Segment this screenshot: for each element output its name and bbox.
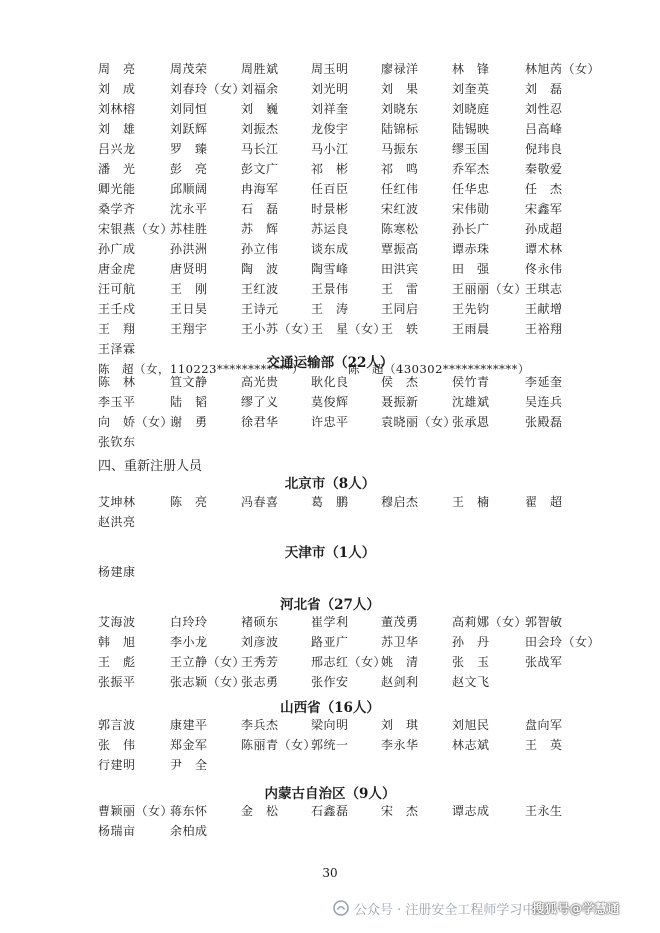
person-name: 许忠平: [311, 415, 349, 429]
person-name: 张 玉: [452, 655, 490, 669]
person-name: 谢 勇: [170, 415, 208, 429]
person-name: 孙长广: [452, 222, 490, 236]
person-name: 王同启: [381, 302, 419, 316]
person-name: 张殿磊: [525, 415, 563, 429]
person-name: 向 娇（女）: [98, 415, 174, 429]
person-name: 张战军: [525, 655, 563, 669]
person-name: 乔军杰: [452, 162, 490, 176]
person-name: 张志颖（女）: [170, 675, 246, 689]
person-name: 聂振新: [381, 395, 419, 409]
person-name: 佟永伟: [525, 262, 563, 276]
person-name: 刘晓庭: [452, 102, 490, 116]
person-name: 翟 超: [525, 495, 563, 509]
person-name: 彭 亮: [170, 162, 208, 176]
person-name: 王 涛: [311, 302, 349, 316]
person-name: 周胜斌: [241, 62, 279, 76]
name-row: [98, 79, 598, 99]
person-name: 王日昊: [170, 302, 208, 316]
person-name: 潘 光: [98, 162, 136, 176]
person-name: 宋鑫军: [525, 202, 563, 216]
section-heading-transport: 交通运输部（22人）: [266, 355, 394, 371]
name-list-continued: [98, 59, 601, 379]
person-name: 郭统一: [311, 738, 349, 752]
person-name: 王壬戍: [98, 302, 136, 316]
section-heading-tianjin: 天津市（1人）: [284, 545, 376, 561]
name-row: [98, 512, 598, 532]
person-name: 行建明: [98, 758, 136, 772]
person-name: 王裕翔: [525, 322, 563, 336]
person-name: 孙 丹: [452, 635, 490, 649]
person-name: 王 星（女）: [311, 322, 387, 336]
person-name: 孙立伟: [241, 242, 279, 256]
name-row: [98, 735, 598, 755]
name-list-shanxi: [98, 715, 598, 775]
person-name: 王献增: [525, 302, 563, 316]
person-name: 罗 臻: [170, 142, 208, 156]
name-row: [98, 372, 598, 392]
person-name: 笪文静: [170, 375, 208, 389]
name-list-beijing: [98, 492, 598, 532]
person-name: 缪玉国: [452, 142, 490, 156]
name-row: [98, 239, 598, 259]
name-row: [98, 492, 598, 512]
person-name: 刘性忍: [525, 102, 563, 116]
person-name: 苏运良: [311, 222, 349, 236]
person-name: 路亚广: [311, 635, 349, 649]
person-name: 王 彪: [98, 655, 136, 669]
person-name: 冯春喜: [241, 495, 279, 509]
person-name: 王泽霖: [98, 342, 136, 356]
person-name: 李永华: [381, 738, 419, 752]
person-name: 石鑫磊: [311, 804, 349, 818]
name-row: [98, 99, 598, 119]
person-name: 覃振高: [381, 242, 419, 256]
section-heading-neimenggu: 内蒙古自治区（9人）: [264, 786, 396, 802]
name-list-neimenggu: [98, 801, 598, 841]
name-list-tianjin: [98, 562, 598, 582]
person-name: 任红伟: [381, 182, 419, 196]
person-name: 张振平: [98, 675, 136, 689]
person-name: 林旭芮（女）: [525, 62, 601, 76]
person-name: 艾坤林: [98, 495, 136, 509]
person-name: 崔学利: [311, 615, 349, 629]
name-row: [98, 672, 598, 692]
person-name: 桑学齐: [98, 202, 136, 216]
person-name: 周玉明: [311, 62, 349, 76]
person-name: 龙俊宇: [311, 122, 349, 136]
person-name: 马长江: [241, 142, 279, 156]
person-name: 刘林榕: [98, 102, 136, 116]
person-name: 吕兴龙: [98, 142, 136, 156]
person-name: 曹颖丽（女）: [98, 804, 174, 818]
person-name: 谭志成: [452, 804, 490, 818]
person-name: 谭赤珠: [452, 242, 490, 256]
wechat-official-account-icon: [333, 900, 349, 916]
person-name: 王 轶: [381, 322, 419, 336]
person-name: 马振东: [381, 142, 419, 156]
person-name: 赵文飞: [452, 675, 490, 689]
person-name: 袁晓丽（女）: [381, 415, 457, 429]
person-name: 任华忠: [452, 182, 490, 196]
person-name: 缪了义: [241, 395, 279, 409]
person-name: 祁 彬: [311, 162, 349, 176]
name-row: [98, 139, 598, 159]
person-name: 金 松: [241, 804, 279, 818]
person-name: 李玉平: [98, 395, 136, 409]
person-name: 时景彬: [311, 202, 349, 216]
person-name: 刘 磊: [525, 82, 563, 96]
person-name: 陶雪峰: [311, 262, 349, 276]
person-name: 廖禄洋: [381, 62, 419, 76]
name-row: [98, 801, 598, 821]
person-name: 郭言波: [98, 718, 136, 732]
person-name: 祁 鸣: [381, 162, 419, 176]
name-row: [98, 259, 598, 279]
person-name: 刘振杰: [241, 122, 279, 136]
watermark-brand: 搜狐号@学慧通: [532, 901, 620, 916]
person-name: 郭智敏: [525, 615, 563, 629]
person-name: 刘奎英: [452, 82, 490, 96]
person-name: 李延奎: [525, 375, 563, 389]
name-list-hebei: [98, 612, 601, 692]
person-name: 侯 杰: [381, 375, 419, 389]
person-name: 王丽丽（女）: [452, 282, 528, 296]
name-row: [98, 612, 598, 632]
name-row: [98, 412, 598, 432]
name-row: [98, 119, 598, 139]
person-name: 梁向明: [311, 718, 349, 732]
name-row: [98, 755, 598, 775]
name-row: [98, 319, 598, 339]
person-name: 苏卫华: [381, 635, 419, 649]
person-name: 刘同恒: [170, 102, 208, 116]
person-name: 王翔宇: [170, 322, 208, 336]
name-row: [98, 59, 601, 79]
person-name: 王琪志: [525, 282, 563, 296]
name-row: [98, 392, 598, 412]
person-name: 杨瑞亩: [98, 824, 136, 838]
person-name: 陈寒松: [381, 222, 419, 236]
name-list-transport: [98, 372, 598, 452]
person-name: 林志斌: [452, 738, 490, 752]
sohu-watermark: [532, 897, 620, 919]
person-name: 姚 清: [381, 655, 419, 669]
name-row: [98, 432, 598, 452]
person-name: 唐贤明: [170, 262, 208, 276]
person-name: 白玲玲: [170, 615, 208, 629]
person-name: 王 英: [525, 738, 563, 752]
person-name: 张 伟: [98, 738, 136, 752]
person-name: 卿光能: [98, 182, 136, 196]
person-name: 刘跃辉: [170, 122, 208, 136]
person-name: 沈雄斌: [452, 395, 490, 409]
person-name: 陈 林: [98, 375, 136, 389]
person-name: 周 亮: [98, 62, 136, 76]
person-name: 任 杰: [525, 182, 563, 196]
person-name: 邢志红（女）: [311, 655, 387, 669]
person-name: 侯竹青: [452, 375, 490, 389]
person-name: 蒋东怀: [170, 804, 208, 818]
person-name: 高光贵: [241, 375, 279, 389]
section-heading-shanxi: 山西省（16人）: [280, 700, 380, 716]
person-name: 宋银燕（女）: [98, 222, 174, 236]
person-name: 刘 果: [381, 82, 419, 96]
name-row: [98, 715, 598, 735]
person-name: 沈永平: [170, 202, 208, 216]
person-name: 韩 旭: [98, 635, 136, 649]
name-row: [98, 219, 598, 239]
person-name: 刘祥奎: [311, 102, 349, 116]
person-name: 徐君华: [241, 415, 279, 429]
person-name: 谈东成: [311, 242, 349, 256]
person-name: 倪玮良: [525, 142, 563, 156]
name-row: [98, 821, 598, 841]
person-name: 艾海波: [98, 615, 136, 629]
person-name: 张承恩: [452, 415, 490, 429]
person-name: 张钦东: [98, 435, 136, 449]
person-name: 高莉娜（女）: [452, 615, 528, 629]
person-name: 陆锦标: [381, 122, 419, 136]
person-name: 孙广成: [98, 242, 136, 256]
person-name: 葛 鹏: [311, 495, 349, 509]
person-name: 刘晓东: [381, 102, 419, 116]
person-name: 宋 杰: [381, 804, 419, 818]
person-name: 李兵杰: [241, 718, 279, 732]
person-name: 刘春玲（女）: [170, 82, 246, 96]
wechat-watermark: [333, 897, 548, 919]
person-name: 汪可航: [98, 282, 136, 296]
person-name: 张作安: [311, 675, 349, 689]
person-name: 陈 亮: [170, 495, 208, 509]
person-name: 邱顺阔: [170, 182, 208, 196]
person-name: 吕高峰: [525, 122, 563, 136]
id-entry: 陈 超（女，110223************）: [98, 362, 304, 376]
person-name: 王先钧: [452, 302, 490, 316]
person-name: 褚硕东: [241, 615, 279, 629]
section-title-re-registration: 四、重新注册人员: [98, 459, 203, 474]
person-name: 马小江: [311, 142, 349, 156]
person-name: 冉海军: [241, 182, 279, 196]
name-row: [98, 279, 598, 299]
person-name: 石 磊: [241, 202, 279, 216]
person-name: 王诗元: [241, 302, 279, 316]
page-number: 30: [322, 866, 338, 880]
person-name: 苏桂胜: [170, 222, 208, 236]
section-heading-hebei: 河北省（27人）: [280, 597, 380, 613]
person-name: 王永生: [525, 804, 563, 818]
person-name: 李小龙: [170, 635, 208, 649]
person-name: 赵洪亮: [98, 515, 136, 529]
person-name: 张志勇: [241, 675, 279, 689]
person-name: 陈丽青（女）: [241, 738, 317, 752]
person-name: 王 翔: [98, 322, 136, 336]
person-name: 王秀芳: [241, 655, 279, 669]
name-row: [98, 299, 598, 319]
person-name: 赵剑利: [381, 675, 419, 689]
person-name: 王小苏（女）: [241, 322, 317, 336]
person-name: 王雨晨: [452, 322, 490, 336]
person-name: 谭术林: [525, 242, 563, 256]
person-name: 林 锋: [452, 62, 490, 76]
person-name: 彭文广: [241, 162, 279, 176]
person-name: 秦敬爱: [525, 162, 563, 176]
person-name: 刘 琪: [381, 718, 419, 732]
name-row: [98, 652, 598, 672]
person-name: 唐金虎: [98, 262, 136, 276]
person-name: 孙洪洲: [170, 242, 208, 256]
name-row: [98, 562, 598, 582]
person-name: 宋红波: [381, 202, 419, 216]
person-name: 王景伟: [311, 282, 349, 296]
name-row: [98, 632, 601, 652]
watermark-text: 公众号 · 注册安全工程师学习中心: [354, 902, 549, 918]
person-name: 董茂勇: [381, 615, 419, 629]
person-name: 吴连兵: [525, 395, 563, 409]
person-name: 穆启杰: [381, 495, 419, 509]
person-name: 莫俊辉: [311, 395, 349, 409]
person-name: 陆锡映: [452, 122, 490, 136]
person-name: 王 刚: [170, 282, 208, 296]
person-name: 郑金军: [170, 738, 208, 752]
id-entry: 陈 超（430302************）: [348, 362, 530, 376]
person-name: 孙成超: [525, 222, 563, 236]
person-name: 苏 辉: [241, 222, 279, 236]
name-row: [98, 159, 598, 179]
person-name: 刘 雄: [98, 122, 136, 136]
person-name: 宋伟勋: [452, 202, 490, 216]
person-name: 王红波: [241, 282, 279, 296]
person-name: 刘 成: [98, 82, 136, 96]
person-name: 刘旭民: [452, 718, 490, 732]
section-heading-beijing: 北京市（8人）: [284, 476, 376, 492]
person-name: 田会玲（女）: [525, 635, 601, 649]
person-name: 王 雷: [381, 282, 419, 296]
person-name: 王立静（女）: [170, 655, 246, 669]
name-row: [98, 179, 598, 199]
person-name: 刘彦波: [241, 635, 279, 649]
person-name: 田洪宾: [381, 262, 419, 276]
name-row: [98, 199, 598, 219]
person-name: 田 强: [452, 262, 490, 276]
person-name: 盘向军: [525, 718, 563, 732]
person-name: 周茂荣: [170, 62, 208, 76]
person-name: 耿化良: [311, 375, 349, 389]
person-name: 康建平: [170, 718, 208, 732]
person-name: 任百臣: [311, 182, 349, 196]
person-name: 刘光明: [311, 82, 349, 96]
person-name: 尹 全: [170, 758, 208, 772]
person-name: 刘 巍: [241, 102, 279, 116]
person-name: 陶 波: [241, 262, 279, 276]
person-name: 杨建康: [98, 565, 136, 579]
person-name: 余柏成: [170, 824, 208, 838]
person-name: 王 楠: [452, 495, 490, 509]
person-name: 陆 韬: [170, 395, 208, 409]
person-name: 刘福余: [241, 82, 279, 96]
